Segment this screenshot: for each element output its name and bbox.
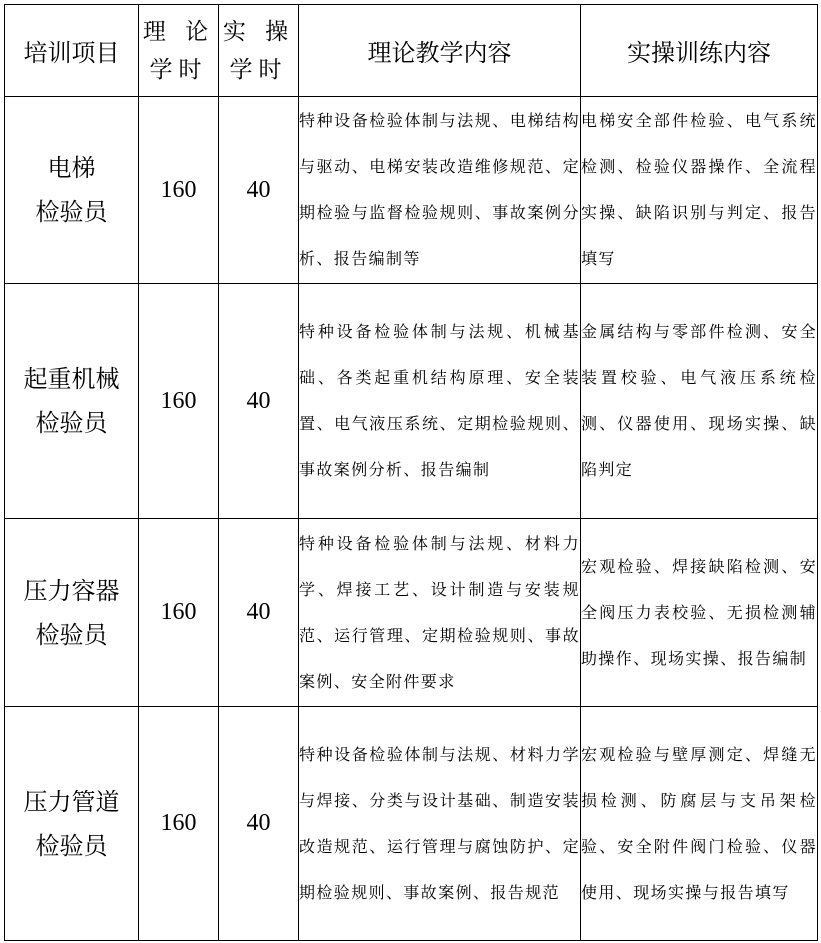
theory-content-cell: 特种设备检验体制与法规、电梯结构与驱动、电梯安装改造维修规范、定期检验与监督检验规则、事故案例分析、报告编制等 [299,97,581,284]
theory-content-cell: 特种设备检验体制与法规、机械基础、各类起重机结构原理、安全装置、电气液压系统、定期检验规则、事故案例分析、报告编制 [299,284,581,519]
project-name-line2: 检验员 [35,831,108,860]
header-practice-content: 实操训练内容 [581,5,818,97]
practice-hours-cell: 40 [219,707,299,941]
theory-hours-cell: 160 [139,519,219,707]
practice-content-cell: 宏观检验与壁厚测定、焊缝无损检测、防腐层与支吊架检验、安全附件阀门检验、仪器使用、现场实操与报告填写 [581,707,818,941]
training-table [4,4,818,941]
project-name-line2: 检验员 [35,620,108,649]
project-cell [5,97,139,284]
project-name-line2: 检验员 [35,409,108,437]
project-name-line1: 压力管道 [23,787,120,816]
header-practice-hours: 实 操 学时 [219,5,299,97]
project-cell [5,707,139,941]
header-theory-hours: 理 论 学时 [139,5,219,97]
project-name-line2: 检验员 [35,198,108,226]
header-project: 培训项目 [5,5,139,97]
table-row [5,707,818,941]
header-row [5,5,818,97]
theory-hours-cell: 160 [139,707,219,941]
theory-hours-cell: 160 [139,97,219,284]
practice-hours-cell: 40 [219,519,299,707]
practice-content-cell: 宏观检验、焊接缺陷检测、安全阀压力表校验、无损检测辅助操作、现场实操、报告编制 [581,519,818,707]
table-row [5,284,818,519]
project-name-line1: 电梯 [47,154,96,182]
theory-content-cell: 特种设备检验体制与法规、材料力学、焊接工艺、设计制造与安装规范、运行管理、定期检验规则、事故案例、安全附件要求 [299,519,581,707]
project-cell [5,519,139,707]
header-theory-content: 理论教学内容 [299,5,581,97]
project-name-line1: 压力容器 [23,576,120,605]
table-row [5,97,818,284]
project-cell [5,284,139,519]
theory-content-cell: 特种设备检验体制与法规、材料力学与焊接、分类与设计基础、制造安装改造规范、运行管理与腐蚀防护、定期检验规则、事故案例、报告规范 [299,707,581,941]
theory-hours-cell: 160 [139,284,219,519]
table-row [5,519,818,707]
practice-content-cell: 电梯安全部件检验、电气系统检测、检验仪器操作、全流程实操、缺陷识别与判定、报告填写 [581,97,818,284]
practice-hours-cell: 40 [219,284,299,519]
practice-content-cell: 金属结构与零部件检测、安全装置校验、电气液压系统检测、仪器使用、现场实操、缺陷判定 [581,284,818,519]
project-name-line1: 起重机械 [23,365,120,393]
practice-hours-cell: 40 [219,97,299,284]
